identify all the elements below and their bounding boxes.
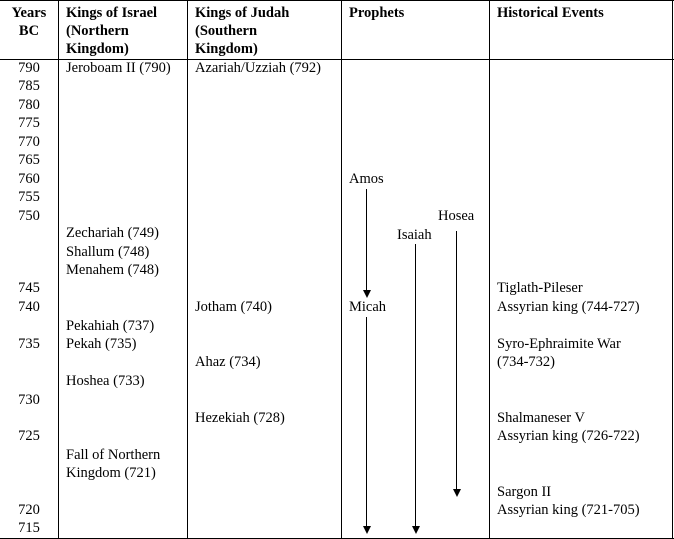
historical-event: Assyrian king (721-705) — [497, 502, 640, 518]
year-cell: 745 — [18, 280, 40, 296]
historical-event: Assyrian king (726-722) — [497, 428, 640, 444]
israel-event: Fall of Northern — [66, 447, 161, 463]
historical-event: Assyrian king (744-727) — [497, 299, 640, 315]
israel-king: Pekah (735) — [66, 336, 137, 352]
israel-king: Pekahiah (737) — [66, 318, 155, 334]
column-divider — [58, 0, 59, 539]
israel-king: Shallum (748) — [66, 244, 150, 260]
israel-king: Menahem (748) — [66, 262, 160, 278]
prophet-hosea: Hosea — [438, 208, 475, 224]
header-prophets: Prophets — [349, 5, 405, 21]
judah-king: Azariah/Uzziah (792) — [195, 60, 322, 76]
table-top-border — [0, 0, 674, 1]
column-divider — [341, 0, 342, 539]
israel-event: Kingdom (721) — [66, 465, 156, 481]
judah-king: Ahaz (734) — [195, 354, 261, 370]
historical-event: Syro-Ephraimite War — [497, 336, 621, 352]
isaiah-ministry-arrow-icon — [415, 244, 416, 528]
judah-king: Jotham (740) — [195, 299, 272, 315]
micah-ministry-arrow-icon — [366, 317, 367, 528]
historical-event: (734-732) — [497, 354, 555, 370]
column-divider — [672, 0, 673, 539]
year-cell: 760 — [18, 171, 40, 187]
amos-ministry-arrow-icon — [366, 189, 367, 292]
year-cell: 775 — [18, 115, 40, 131]
year-cell: 770 — [18, 134, 40, 150]
column-divider — [489, 0, 490, 539]
year-cell: 755 — [18, 189, 40, 205]
year-cell: 715 — [18, 520, 40, 536]
prophet-isaiah: Isaiah — [397, 227, 432, 243]
header-kings-of-israel: Kings of Israel (Northern Kingdom) — [66, 5, 158, 57]
israel-king: Zechariah (749) — [66, 225, 159, 241]
header-historical-events: Historical Events — [497, 5, 604, 21]
year-cell: 735 — [18, 336, 40, 352]
header-kings-of-judah: Kings of Judah (Southern Kingdom) — [195, 5, 290, 57]
year-cell: 750 — [18, 208, 40, 224]
column-divider — [187, 0, 188, 539]
year-cell: 740 — [18, 299, 40, 315]
year-cell: 725 — [18, 428, 40, 444]
year-cell: 790 — [18, 60, 40, 76]
prophet-micah: Micah — [349, 299, 387, 315]
year-cell: 785 — [18, 78, 40, 94]
header-years: Years BC — [11, 5, 47, 39]
year-cell: 765 — [18, 152, 40, 168]
judah-king: Hezekiah (728) — [195, 410, 285, 426]
hosea-ministry-arrow-icon — [456, 231, 457, 491]
year-cell: 720 — [18, 502, 40, 518]
historical-event: Tiglath-Pileser — [497, 280, 583, 296]
year-cell: 730 — [18, 392, 40, 408]
prophet-amos: Amos — [349, 171, 384, 187]
year-cell: 780 — [18, 97, 40, 113]
historical-event: Shalmaneser V — [497, 410, 585, 426]
israel-king: Hoshea (733) — [66, 373, 145, 389]
israel-king: Jeroboam II (790) — [66, 60, 171, 76]
historical-event: Sargon II — [497, 484, 552, 500]
